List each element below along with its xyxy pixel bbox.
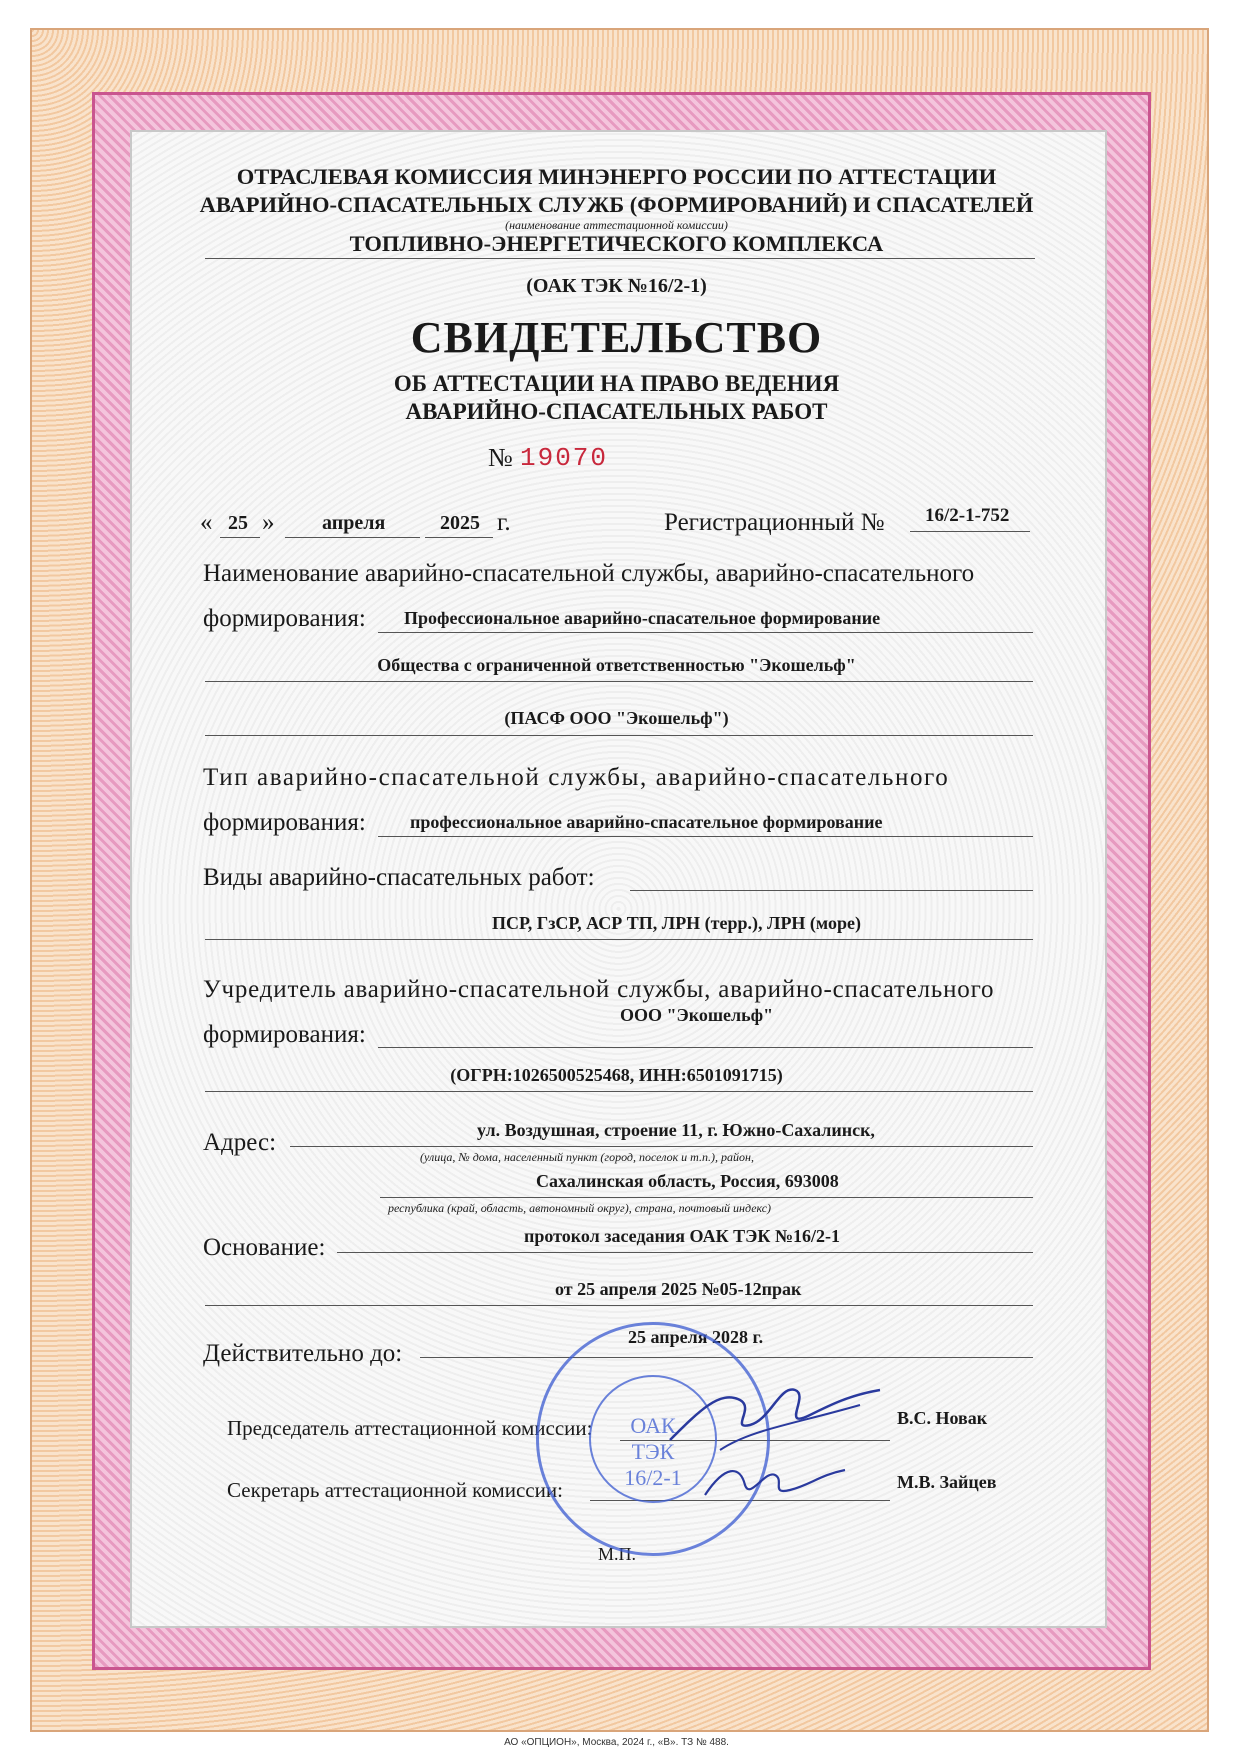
- address-underline-2: [380, 1197, 1033, 1198]
- secretary-label: Секретарь аттестационной комиссии:: [227, 1478, 563, 1502]
- name-underline-2: [205, 681, 1033, 682]
- works-underline-1: [630, 890, 1033, 891]
- type-value: профессиональное аварийно-спасательное формирование: [410, 812, 883, 832]
- name-underline-1: [378, 632, 1033, 633]
- founder-value-1: ООО "Экошельф": [620, 1005, 774, 1025]
- certificate-subtitle-2: АВАРИЙНО-СПАСАТЕЛЬНЫХ РАБОТ: [405, 399, 828, 424]
- name-value-1: Профессиональное аварийно-спасательное формирование: [404, 608, 881, 628]
- type-label-line-1: Тип аварийно-спасательной службы, аварийно-спасательного: [203, 764, 950, 791]
- date-year-underline: [425, 537, 493, 538]
- basis-underline-1: [337, 1252, 1033, 1253]
- printer-imprint: АО «ОПЦИОН», Москва, 2024 г., «В». ТЗ № 488.: [504, 1737, 729, 1748]
- name-label-line-1: Наименование аварийно-спасательной службы, аварийно-спасательного: [203, 560, 975, 587]
- name-underline-3: [205, 735, 1033, 736]
- secretary-signature-icon: [700, 1455, 850, 1505]
- certificate-title: СВИДЕТЕЛЬСТВО: [410, 313, 823, 362]
- header-caption: (наименование аттестационной комиссии): [505, 218, 728, 232]
- stamp-line-3: 16/2-1: [624, 1465, 682, 1490]
- date-day-underline: [220, 537, 260, 538]
- date-quote-close: »: [262, 509, 275, 536]
- date-month: апреля: [322, 512, 386, 534]
- founder-underline-2: [205, 1091, 1033, 1092]
- commission-code: (ОАК ТЭК №16/2-1): [526, 275, 707, 297]
- registration-label: Регистрационный №: [664, 509, 885, 536]
- date-year: 2025: [440, 512, 480, 534]
- date-day: 25: [228, 512, 248, 534]
- stamp-line-2: ТЭК: [631, 1439, 675, 1464]
- stamp-line-1: ОАК: [630, 1413, 676, 1438]
- valid-label: Действительно до:: [203, 1340, 403, 1367]
- chair-label: Председатель аттестационной комиссии:: [227, 1416, 593, 1440]
- header-line-2: АВАРИЙНО-СПАСАТЕЛЬНЫХ СЛУЖБ (ФОРМИРОВАНИЙ) И СПАСАТЕЛЕЙ: [199, 192, 1034, 217]
- name-label-line-2: формирования:: [203, 605, 366, 632]
- registration-underline: [910, 531, 1030, 532]
- header-line-3: ТОПЛИВНО-ЭНЕРГЕТИЧЕСКОГО КОМПЛЕКСА: [349, 231, 884, 256]
- name-value-2: Общества с ограниченной ответственностью "Экошельф": [377, 655, 856, 675]
- address-caption-1: (улица, № дома, населенный пункт (город, поселок и т.п.), район,: [420, 1150, 754, 1164]
- date-year-suffix: г.: [497, 509, 511, 536]
- chair-name: В.С. Новак: [897, 1408, 988, 1428]
- works-value: ПСР, ГзСР, АСР ТП, ЛРН (терр.), ЛРН (море): [492, 913, 861, 933]
- header-line-1: ОТРАСЛЕВАЯ КОМИССИЯ МИНЭНЕРГО РОССИИ ПО АТТЕСТАЦИИ: [236, 164, 997, 189]
- secretary-name: М.В. Зайцев: [897, 1472, 997, 1492]
- basis-value-2: от 25 апреля 2025 №05-12прак: [555, 1279, 802, 1299]
- header-underline: [205, 258, 1035, 259]
- number-sign: №: [488, 443, 513, 472]
- address-caption-2: республика (край, область, автономный округ), страна, почтовый индекс): [388, 1201, 772, 1215]
- works-underline-2: [205, 939, 1033, 940]
- chair-signature-icon: [660, 1370, 890, 1460]
- founder-label-line-2: формирования:: [203, 1021, 366, 1048]
- basis-underline-2: [205, 1305, 1033, 1306]
- basis-value-1: протокол заседания ОАК ТЭК №16/2-1: [524, 1226, 841, 1246]
- seal-place-mark: М.П.: [598, 1544, 637, 1564]
- founder-underline-1: [378, 1047, 1033, 1048]
- works-label: Виды аварийно-спасательных работ:: [203, 864, 595, 891]
- address-label: Адрес:: [203, 1129, 277, 1156]
- type-label-line-2: формирования:: [203, 809, 366, 836]
- founder-value-2: (ОГРН:1026500525468, ИНН:6501091715): [450, 1065, 783, 1085]
- date-quote-open: «: [200, 509, 213, 536]
- address-value-2: Сахалинская область, Россия, 693008: [536, 1171, 839, 1191]
- basis-label: Основание:: [203, 1234, 326, 1261]
- type-underline: [378, 836, 1033, 837]
- name-value-3: (ПАСФ ООО "Экошельф"): [504, 708, 729, 728]
- registration-number: 16/2-1-752: [925, 505, 1010, 526]
- address-underline-1: [290, 1146, 1033, 1147]
- founder-label-line-1: Учредитель аварийно-спасательной службы, аварийно-спасательного: [203, 976, 995, 1003]
- address-value-1: ул. Воздушная, строение 11, г. Южно-Сахалинск,: [477, 1120, 875, 1140]
- valid-value: 25 апреля 2028 г.: [628, 1327, 764, 1347]
- certificate-number: 19070: [520, 443, 609, 473]
- date-month-underline: [285, 537, 420, 538]
- certificate-subtitle-1: ОБ АТТЕСТАЦИИ НА ПРАВО ВЕДЕНИЯ: [393, 371, 840, 396]
